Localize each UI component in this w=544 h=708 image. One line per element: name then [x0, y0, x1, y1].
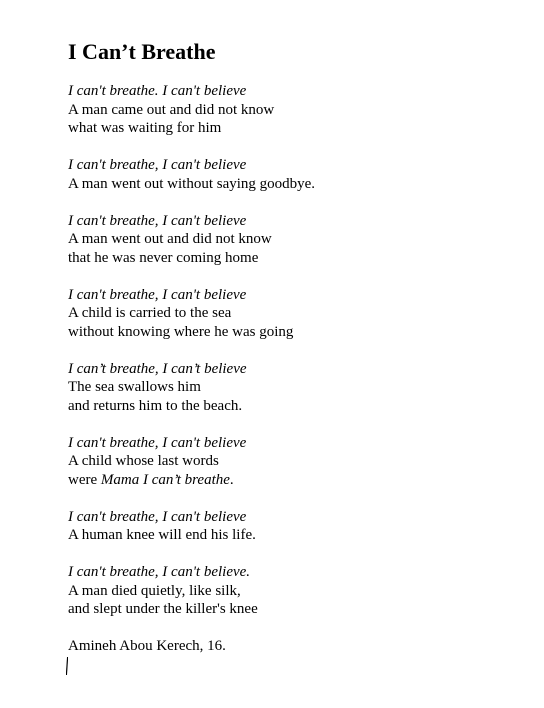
poem-line	[68, 323, 528, 342]
poem-line	[68, 304, 528, 323]
italic-text: I can't breathe, I can't believe	[68, 157, 247, 173]
line-text: without knowing where he was going	[68, 323, 294, 340]
italic-text: I can't breathe, I can't believe.	[68, 564, 251, 580]
document-page	[68, 38, 528, 656]
text-cursor-icon[interactable]	[66, 657, 68, 675]
line-text: A child is carried to the sea	[68, 305, 232, 321]
line-text: A man went out and did not know	[68, 231, 272, 247]
poem-stanza	[68, 82, 528, 138]
line-text: The sea swallows him	[68, 379, 201, 395]
line-text: A man died quietly, like silk,	[68, 582, 241, 599]
poem-stanza	[68, 212, 528, 268]
poem-stanza	[68, 508, 528, 545]
line-text: and slept under the killer's knee	[68, 601, 258, 617]
poem-stanza	[68, 563, 528, 619]
poem-line	[68, 434, 528, 453]
line-text: and returns him to the beach.	[68, 397, 243, 414]
poem-line	[68, 471, 528, 490]
italic-text: I can't breathe, I can't believe	[68, 212, 247, 229]
poem-stanza	[68, 360, 528, 416]
line-text: A human knee will end his life.	[68, 527, 256, 543]
poem-line	[68, 156, 528, 175]
poem-line	[68, 101, 528, 120]
italic-text: I can't breathe. I can't believe	[68, 83, 247, 99]
poem-line	[68, 600, 528, 619]
poem-line	[68, 508, 528, 527]
line-text: .	[229, 471, 234, 488]
poem-line	[68, 230, 528, 249]
poem-line	[68, 212, 528, 231]
poem-line	[68, 397, 528, 416]
poem-body	[68, 82, 528, 619]
poem-line	[68, 82, 528, 101]
line-text: that he was never coming home	[68, 249, 259, 266]
poem-line	[68, 119, 528, 138]
line-text: were	[68, 471, 101, 488]
italic-text: I can't breathe, I can't believe	[68, 286, 247, 303]
line-text: what was waiting for him	[68, 120, 222, 136]
poem-line	[68, 582, 528, 601]
line-text: A man went out without saying goodbye.	[68, 175, 316, 192]
poem-line	[68, 360, 528, 379]
italic-text: I can’t breathe, I can’t believe	[68, 360, 247, 377]
poem-title: I Can’t Breathe	[68, 39, 216, 64]
poem-line	[68, 249, 528, 268]
italic-text: Mama I can’t breathe	[100, 471, 230, 488]
poem-line	[68, 563, 528, 582]
line-text: A child whose last words	[68, 453, 219, 469]
italic-text: I can't breathe, I can't believe	[68, 434, 247, 451]
line-text: A man came out and did not know	[68, 101, 275, 118]
poem-stanza	[68, 156, 528, 193]
poem-line	[68, 286, 528, 305]
author-signature: Amineh Abou Kerech, 16.	[68, 638, 226, 654]
poem-line	[68, 175, 528, 194]
poem-stanza	[68, 434, 528, 490]
poem-line	[68, 452, 528, 471]
poem-stanza	[68, 286, 528, 342]
italic-text: I can't breathe, I can't believe	[68, 508, 247, 525]
poem-line	[68, 378, 528, 397]
poem-line	[68, 526, 528, 545]
